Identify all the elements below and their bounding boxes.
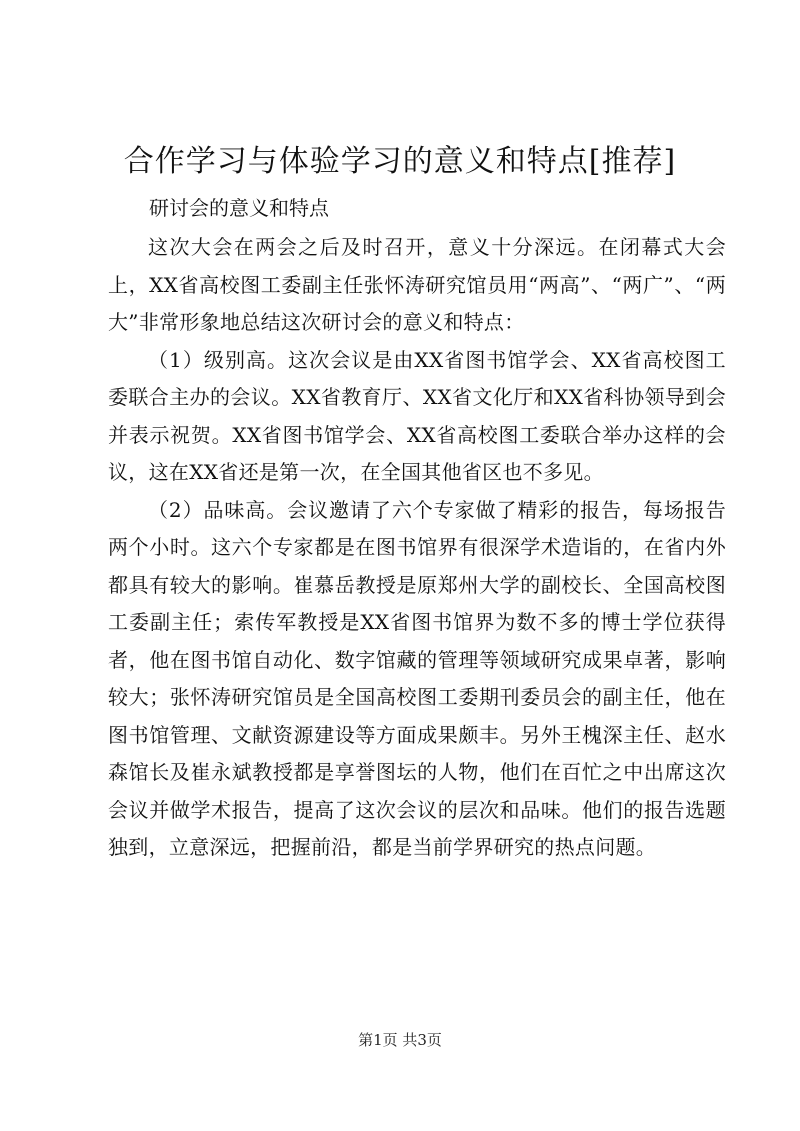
paragraph-level-high: （1）级别高。这次会议是由XX省图书馆学会、XX省高校图工委联合主办的会议。XX省教育厅、XX省文化厅和XX省科协领导到会并表示祝贺。XX省图书馆学会、XX省高校图工委联合举办这样的会议，这在XX省还是第一次，在全国其他省区也不多见。 <box>108 347 726 484</box>
document-subtitle: 研讨会的意义和特点 <box>149 196 329 220</box>
document-body <box>108 229 726 867</box>
paragraph-quality-high: （2）品味高。会议邀请了六个专家做了精彩的报告，每场报告两个小时。这六个专家都是在图书馆界有很深学术造诣的，在省内外都具有较大的影响。崔慕岳教授是原郑州大学的副校长、全国高校图工委副主任；索传军教授是XX省图书馆界为数不多的博士学位获得者，他在图书馆自动化、数字馆藏的管理等领域研究成果卓著，影响较大；张怀涛研究馆员是全国高校图工委期刊委员会的副主任，他在图书馆管理、文献资源建设等方面成果颇丰。另外王槐深主任、赵水森馆长及崔永斌教授都是享誉图坛的人物，他们在百忙之中出席这次会议并做学术报告，提高了这次会议的层次和品味。他们的报告选题独到，立意深远，把握前沿，都是当前学界研究的热点问题。 <box>108 497 726 859</box>
paragraph-intro: 这次大会在两会之后及时召开，意义十分深远。在闭幕式大会上，XX省高校图工委副主任张怀涛研究馆员用“两高”、“两广”、“两大”非常形象地总结这次研讨会的意义和特点： <box>108 235 726 334</box>
document-title: 合作学习与体验学习的意义和特点[推荐] <box>123 144 677 179</box>
page-footer: 第1页 共3页 <box>358 1031 442 1049</box>
